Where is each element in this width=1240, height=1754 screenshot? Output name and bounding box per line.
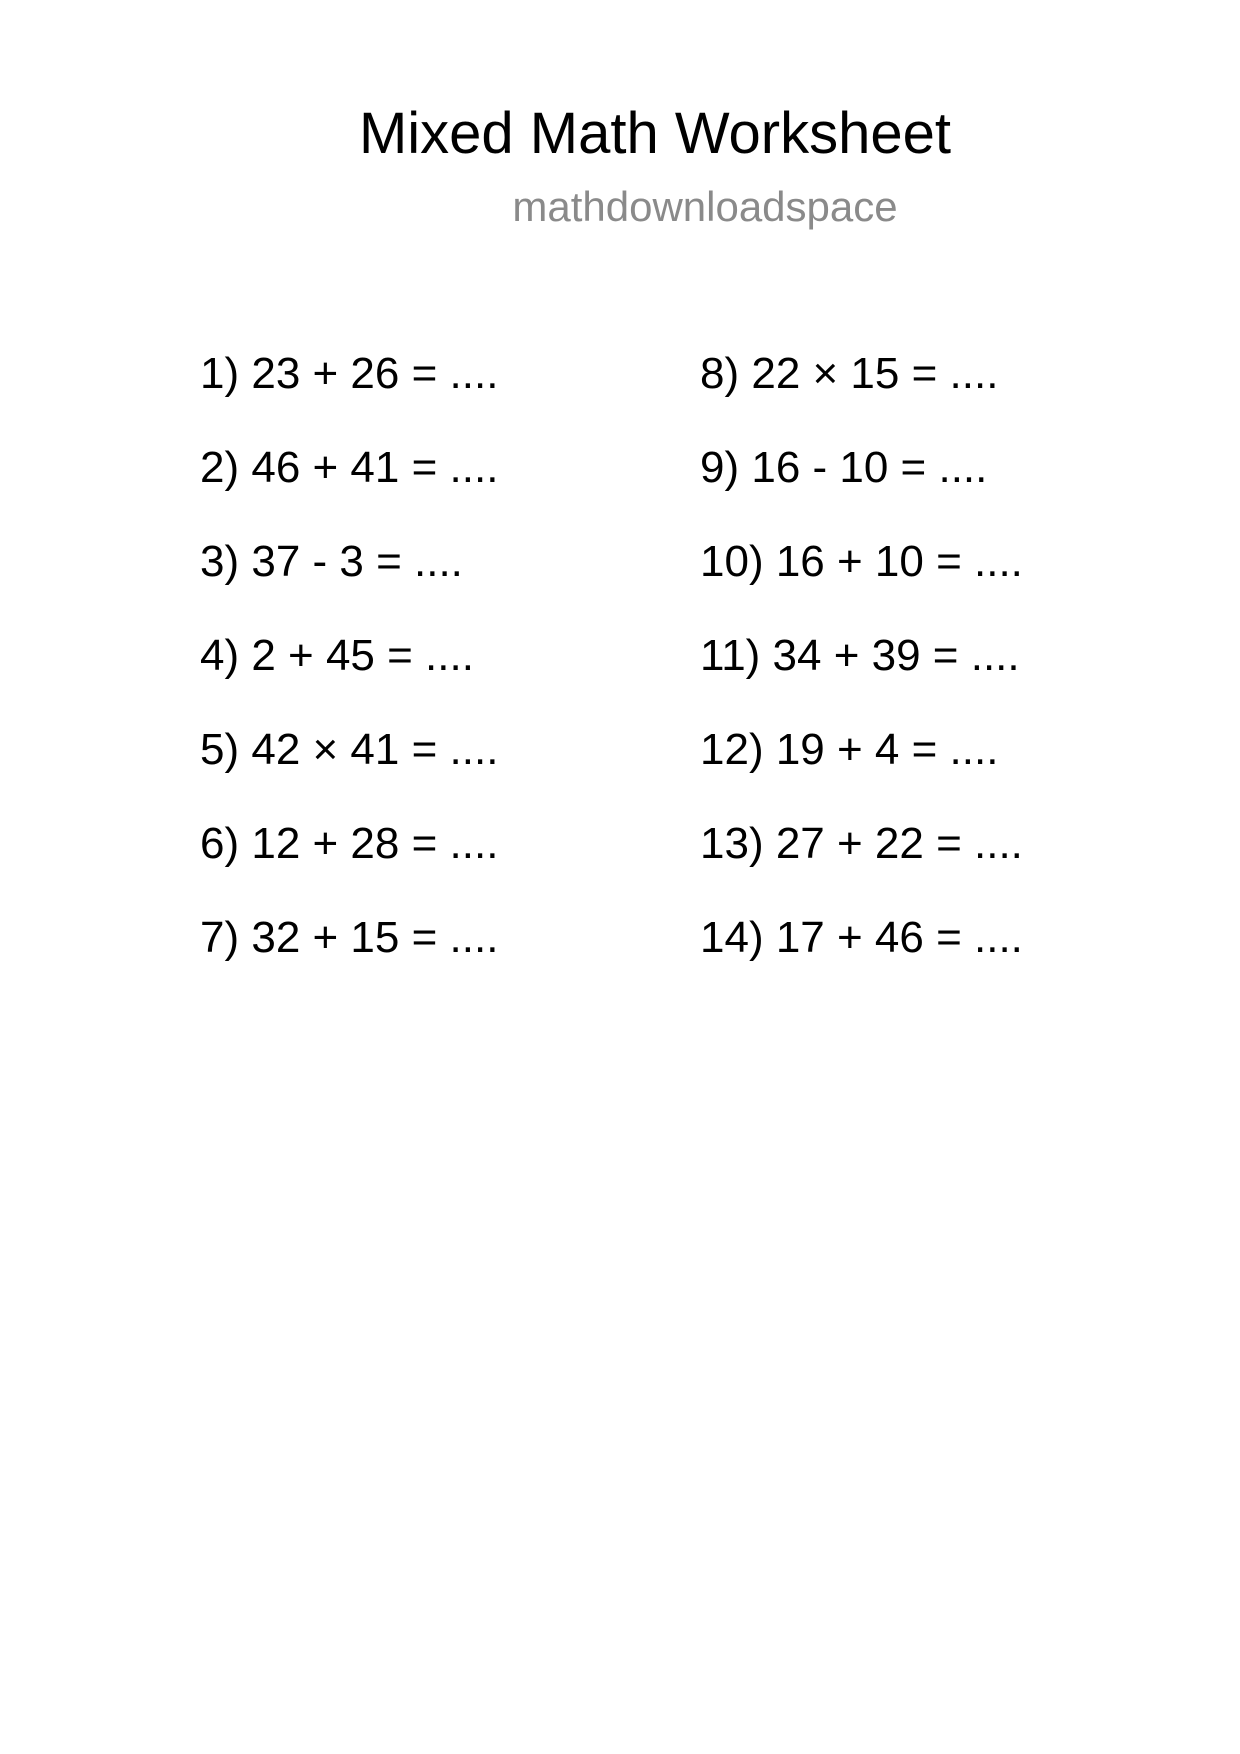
worksheet-title: Mixed Math Worksheet bbox=[358, 101, 952, 166]
problem-3: 3) 37 - 3 = .... bbox=[200, 537, 463, 586]
problems-right-column bbox=[700, 346, 1023, 1004]
problems-left-column bbox=[200, 346, 498, 1004]
problem-4: 4) 2 + 45 = .... bbox=[200, 631, 474, 680]
problem-1: 1) 23 + 26 = .... bbox=[200, 349, 499, 398]
problem-13: 13) 27 + 22 = .... bbox=[700, 819, 1023, 868]
problem-10: 10) 16 + 10 = .... bbox=[700, 537, 1023, 586]
problem-7: 7) 32 + 15 = .... bbox=[200, 913, 499, 962]
problem-14: 14) 17 + 46 = .... bbox=[700, 913, 1023, 962]
worksheet-subtitle: mathdownloadspace bbox=[512, 183, 898, 230]
problem-2: 2) 46 + 41 = .... bbox=[200, 443, 499, 492]
problem-5: 5) 42 × 41 = .... bbox=[200, 725, 499, 774]
problem-6: 6) 12 + 28 = .... bbox=[200, 819, 499, 868]
problem-8: 8) 22 × 15 = .... bbox=[700, 349, 999, 398]
problem-9: 9) 16 - 10 = .... bbox=[700, 443, 988, 492]
problem-12: 12) 19 + 4 = .... bbox=[700, 725, 999, 774]
problem-11: 11) 34 + 39 = .... bbox=[700, 631, 1020, 680]
